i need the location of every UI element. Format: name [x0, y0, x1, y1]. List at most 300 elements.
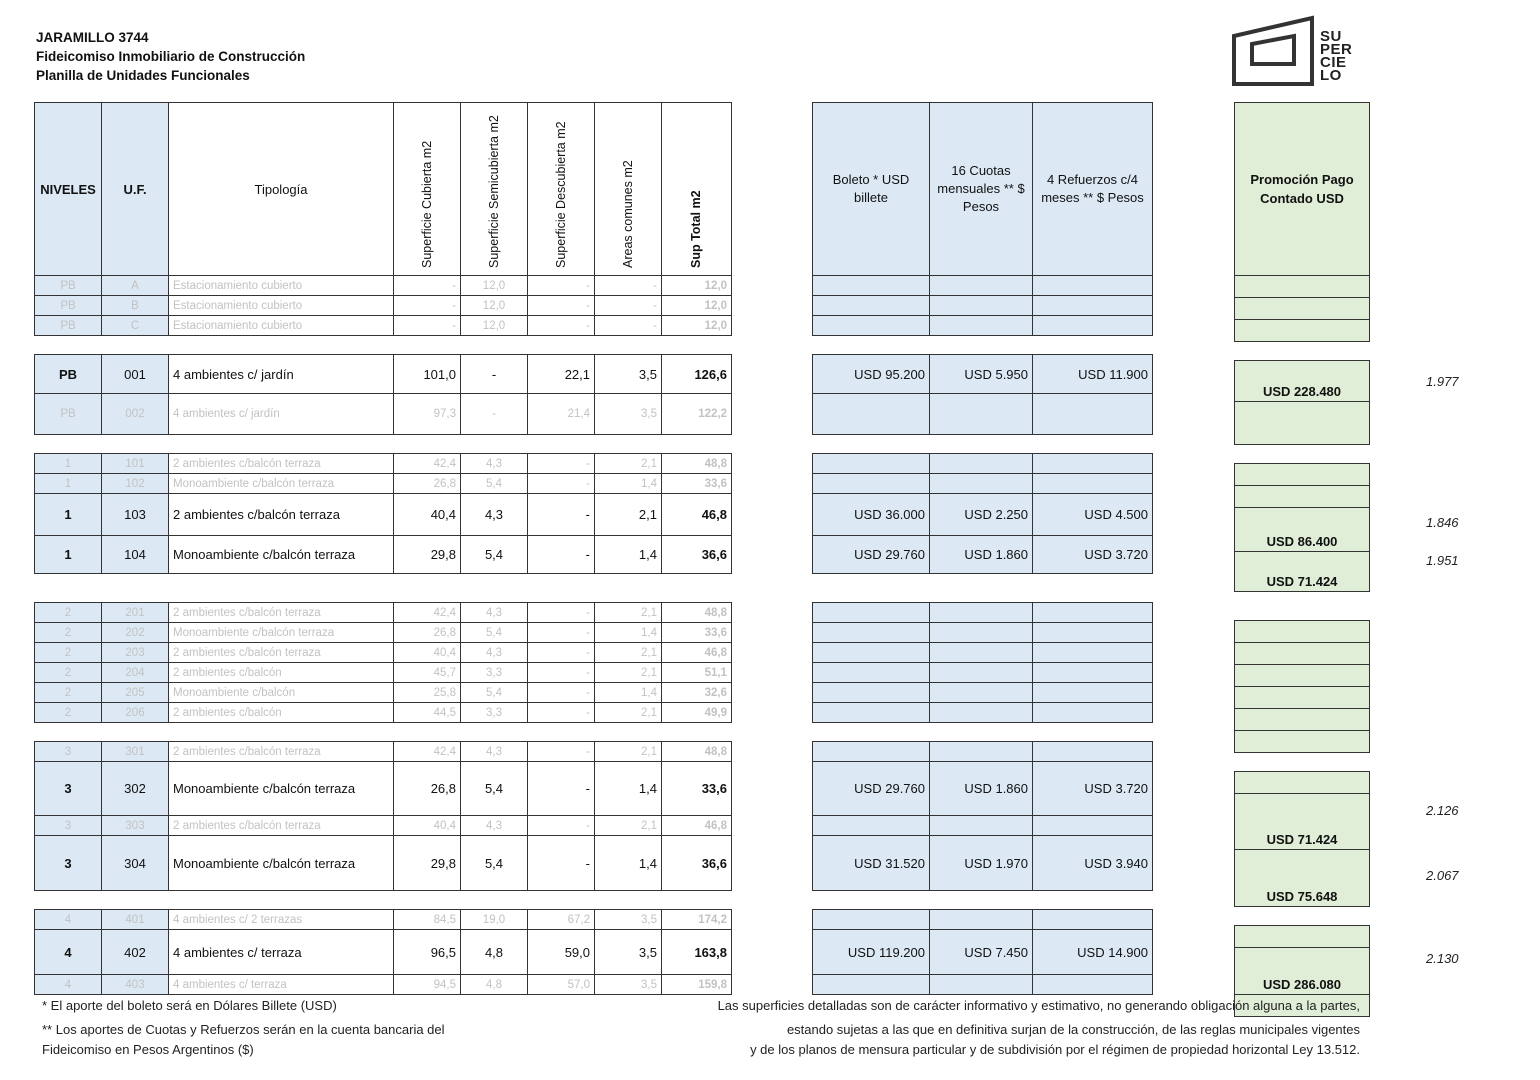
cell-refuerzos: [1033, 663, 1153, 683]
cell-cub: 29,8: [394, 836, 461, 891]
cell-cuotas: [930, 394, 1033, 435]
cell-desc: -: [528, 494, 595, 536]
cell-refuerzos: [1033, 703, 1153, 723]
cell-uf: 002: [102, 394, 169, 435]
note-cuotas: ** Los aportes de Cuotas y Refuerzos serán en la cuenta bancaria del: [42, 1022, 445, 1037]
cell-desc: -: [528, 623, 595, 643]
cell-total: 12,0: [662, 316, 732, 336]
col-uf: U.F.: [102, 103, 169, 276]
promo-row: [1235, 276, 1370, 298]
trust-name: Fideicomiso Inmobiliario de Construcción: [36, 49, 306, 64]
cell-semi: 5,4: [461, 836, 528, 891]
cell-tipologia: 2 ambientes c/balcón terraza: [169, 454, 394, 474]
cell-cuotas: [930, 603, 1033, 623]
col-tipologia: Tipología: [169, 103, 394, 276]
notes-right: [718, 996, 1360, 1060]
payment-row: [813, 603, 1153, 623]
cell-uf: 205: [102, 683, 169, 703]
cell-tipologia: Monoambiente c/balcón terraza: [169, 536, 394, 574]
col-boleto: Boleto * USD billete: [813, 103, 930, 276]
cell-total: 12,0: [662, 276, 732, 296]
cell-areas: -: [595, 296, 662, 316]
col-cubierta: [394, 103, 461, 276]
cell-refuerzos: USD 3.940: [1033, 836, 1153, 891]
cell-nivel: 3: [35, 836, 102, 891]
payment-row: [813, 816, 1153, 836]
cell-semi: 5,4: [461, 683, 528, 703]
promo-row: [1235, 621, 1370, 643]
note-superficies-cont: estando sujetas a las que en definitiva surjan de la construcción, de las reglas municipales vigentes: [786, 1022, 1360, 1037]
unit-row: [35, 474, 732, 494]
cell-areas: 1,4: [595, 536, 662, 574]
payment-row: [813, 762, 1153, 816]
payment-row: [813, 742, 1153, 762]
cell-desc: 21,4: [528, 394, 595, 435]
cell-promocion: USD 86.400: [1235, 508, 1370, 552]
unit-row: [35, 623, 732, 643]
cell-areas: 2,1: [595, 663, 662, 683]
cell-promocion: [1235, 402, 1370, 445]
promo-row: [1235, 402, 1370, 445]
cell-tipologia: 2 ambientes c/balcón terraza: [169, 603, 394, 623]
cell-boleto: [813, 296, 930, 316]
cell-tipologia: 4 ambientes c/ jardín: [169, 355, 394, 394]
cell-refuerzos: USD 11.900: [1033, 355, 1153, 394]
cell-refuerzos: USD 3.720: [1033, 762, 1153, 816]
unit-row: [35, 663, 732, 683]
cell-tipologia: 4 ambientes c/ terraza: [169, 930, 394, 975]
logo-line: CIE: [1320, 54, 1347, 71]
cell-promocion: [1235, 464, 1370, 486]
cell-uf: 302: [102, 762, 169, 816]
cell-cub: 26,8: [394, 762, 461, 816]
cell-cub: 42,4: [394, 454, 461, 474]
unit-row: [35, 762, 732, 816]
cell-semi: 4,3: [461, 603, 528, 623]
cell-uf: 204: [102, 663, 169, 683]
cell-semi: 4,8: [461, 975, 528, 995]
cell-tipologia: 2 ambientes c/balcón terraza: [169, 816, 394, 836]
cell-cuotas: [930, 276, 1033, 296]
cell-refuerzos: [1033, 454, 1153, 474]
cell-cuotas: [930, 316, 1033, 336]
note-superficies-end: y de los planos de mensura particular y de subdivisión por el régimen de propiedad horizontal Ley 13.512.: [750, 1042, 1360, 1057]
cell-cuotas: USD 5.950: [930, 355, 1033, 394]
cell-uf: 103: [102, 494, 169, 536]
cell-refuerzos: [1033, 316, 1153, 336]
cell-desc: -: [528, 663, 595, 683]
logo-line: LO: [1320, 67, 1342, 84]
cell-refuerzos: [1033, 276, 1153, 296]
promo-row: [1235, 926, 1370, 948]
payment-row: [813, 683, 1153, 703]
cell-desc: -: [528, 536, 595, 574]
cell-uf: A: [102, 276, 169, 296]
cell-total: 12,0: [662, 296, 732, 316]
project-name: JARAMILLO 3744: [36, 30, 149, 45]
cell-nivel: 3: [35, 742, 102, 762]
cell-tipologia: Monoambiente c/balcón terraza: [169, 623, 394, 643]
col-areas: [595, 103, 662, 276]
promo-row: [1235, 850, 1370, 907]
col-cuotas: 16 Cuotas mensuales ** $ Pesos: [930, 103, 1033, 276]
cell-cub: 42,4: [394, 742, 461, 762]
cell-total: 32,6: [662, 683, 732, 703]
cell-cuotas: [930, 663, 1033, 683]
cell-total: 159,8: [662, 975, 732, 995]
cell-nivel: 2: [35, 603, 102, 623]
cell-boleto: [813, 454, 930, 474]
cell-nivel: 4: [35, 975, 102, 995]
cell-areas: 2,1: [595, 603, 662, 623]
cell-cub: 101,0: [394, 355, 461, 394]
note-superficies: Las superficies detalladas son de carácter informativo y estimativo, no generando obligación alguna a la partes,: [717, 998, 1360, 1013]
cell-uf: 403: [102, 975, 169, 995]
cell-boleto: [813, 643, 930, 663]
cell-total: 48,8: [662, 454, 732, 474]
cell-tipologia: 4 ambientes c/ jardín: [169, 394, 394, 435]
unit-row: [35, 975, 732, 995]
cell-nivel: 1: [35, 474, 102, 494]
promo-row: [1235, 687, 1370, 709]
cell-cuotas: [930, 910, 1033, 930]
cell-boleto: [813, 276, 930, 296]
cell-total: 48,8: [662, 742, 732, 762]
cell-uf: 301: [102, 742, 169, 762]
cell-boleto: [813, 623, 930, 643]
cell-promocion: [1235, 276, 1370, 298]
cell-tipologia: Estacionamiento cubierto: [169, 276, 394, 296]
cell-uf: 206: [102, 703, 169, 723]
unit-row: [35, 683, 732, 703]
col-cubierta-label: Superficie Cubierta m2: [419, 140, 434, 268]
cell-nivel: 1: [35, 494, 102, 536]
side-value: 1.951: [1426, 553, 1459, 568]
promo-row: [1235, 643, 1370, 665]
cell-desc: -: [528, 742, 595, 762]
promo-row: [1235, 486, 1370, 508]
cell-semi: 12,0: [461, 276, 528, 296]
cell-nivel: PB: [35, 316, 102, 336]
promo-row: [1235, 298, 1370, 320]
cell-desc: -: [528, 703, 595, 723]
unit-row: [35, 536, 732, 574]
cell-total: 33,6: [662, 623, 732, 643]
cell-semi: -: [461, 355, 528, 394]
cell-refuerzos: USD 4.500: [1033, 494, 1153, 536]
cell-desc: -: [528, 276, 595, 296]
document-header: [36, 28, 305, 85]
cell-boleto: [813, 742, 930, 762]
cell-total: 36,6: [662, 836, 732, 891]
cell-cub: 96,5: [394, 930, 461, 975]
cell-nivel: PB: [35, 276, 102, 296]
cell-boleto: [813, 603, 930, 623]
cell-cuotas: USD 1.860: [930, 536, 1033, 574]
cell-promocion: USD 286.080: [1235, 948, 1370, 995]
notes-left: [42, 996, 445, 1060]
col-descubierta-label: Superficie Descubierta m2: [553, 120, 568, 268]
cell-uf: 401: [102, 910, 169, 930]
cell-uf: 104: [102, 536, 169, 574]
cell-semi: 12,0: [461, 296, 528, 316]
unit-row: [35, 643, 732, 663]
cell-boleto: [813, 663, 930, 683]
cell-cub: 26,8: [394, 474, 461, 494]
cell-promocion: USD 75.648: [1235, 850, 1370, 907]
side-value: 1.977: [1426, 374, 1459, 389]
cell-total: 46,8: [662, 494, 732, 536]
payments-table: [812, 102, 1153, 995]
cell-cuotas: [930, 474, 1033, 494]
cell-areas: -: [595, 316, 662, 336]
cell-desc: -: [528, 474, 595, 494]
cell-desc: -: [528, 603, 595, 623]
payment-row: [813, 703, 1153, 723]
unit-row: [35, 910, 732, 930]
payment-row: [813, 276, 1153, 296]
cell-refuerzos: [1033, 643, 1153, 663]
cell-nivel: 2: [35, 623, 102, 643]
cell-desc: -: [528, 762, 595, 816]
cell-tipologia: 2 ambientes c/balcón: [169, 663, 394, 683]
promo-row: [1235, 508, 1370, 552]
cell-tipologia: 4 ambientes c/ terraza: [169, 975, 394, 995]
promo-table: [1234, 102, 1370, 1017]
cell-nivel: PB: [35, 355, 102, 394]
cell-semi: 4,3: [461, 494, 528, 536]
promo-row: [1235, 709, 1370, 731]
cell-promocion: [1235, 926, 1370, 948]
cell-promocion: USD 228.480: [1235, 361, 1370, 402]
cell-uf: 201: [102, 603, 169, 623]
promo-row: [1235, 361, 1370, 402]
payment-row: [813, 494, 1153, 536]
logo-line: PER: [1320, 41, 1353, 58]
cell-nivel: 2: [35, 643, 102, 663]
unit-row: [35, 316, 732, 336]
cell-cuotas: USD 7.450: [930, 930, 1033, 975]
cell-promocion: [1235, 486, 1370, 508]
cell-cub: -: [394, 296, 461, 316]
cell-promocion: [1235, 621, 1370, 643]
cell-cub: -: [394, 316, 461, 336]
cell-cub: 84,5: [394, 910, 461, 930]
cell-refuerzos: USD 14.900: [1033, 930, 1153, 975]
unit-row: [35, 816, 732, 836]
cell-cub: 44,5: [394, 703, 461, 723]
cell-uf: 101: [102, 454, 169, 474]
cell-areas: 1,4: [595, 474, 662, 494]
cell-areas: 2,1: [595, 742, 662, 762]
cell-cub: 40,4: [394, 816, 461, 836]
cell-semi: 4,3: [461, 816, 528, 836]
cell-areas: 3,5: [595, 930, 662, 975]
cell-boleto: [813, 703, 930, 723]
unit-row: [35, 836, 732, 891]
cell-uf: 102: [102, 474, 169, 494]
cell-cub: 26,8: [394, 623, 461, 643]
cell-refuerzos: [1033, 603, 1153, 623]
cell-cuotas: [930, 975, 1033, 995]
cell-cub: 94,5: [394, 975, 461, 995]
cell-desc: -: [528, 296, 595, 316]
payment-row: [813, 296, 1153, 316]
cell-areas: 3,5: [595, 355, 662, 394]
cell-total: 49,9: [662, 703, 732, 723]
cell-refuerzos: [1033, 683, 1153, 703]
units-table: [34, 102, 732, 995]
cell-tipologia: Monoambiente c/balcón terraza: [169, 762, 394, 816]
unit-row: [35, 355, 732, 394]
cell-uf: 202: [102, 623, 169, 643]
cell-desc: 59,0: [528, 930, 595, 975]
promo-row: [1235, 665, 1370, 687]
cell-cuotas: [930, 683, 1033, 703]
cell-nivel: 1: [35, 536, 102, 574]
cell-boleto: [813, 910, 930, 930]
cell-uf: 304: [102, 836, 169, 891]
cell-total: 33,6: [662, 474, 732, 494]
cell-desc: -: [528, 316, 595, 336]
col-refuerzos: 4 Refuerzos c/4 meses ** $ Pesos: [1033, 103, 1153, 276]
payment-row: [813, 316, 1153, 336]
col-sup-total-label: Sup Total m2: [689, 189, 703, 268]
cell-total: 36,6: [662, 536, 732, 574]
cell-total: 33,6: [662, 762, 732, 816]
cell-cub: -: [394, 276, 461, 296]
cell-total: 122,2: [662, 394, 732, 435]
cell-tipologia: Estacionamiento cubierto: [169, 316, 394, 336]
cell-areas: 3,5: [595, 394, 662, 435]
cell-semi: 12,0: [461, 316, 528, 336]
cell-nivel: PB: [35, 394, 102, 435]
cell-boleto: USD 31.520: [813, 836, 930, 891]
cell-cub: 25,8: [394, 683, 461, 703]
cell-desc: 67,2: [528, 910, 595, 930]
cell-tipologia: 2 ambientes c/balcón terraza: [169, 643, 394, 663]
cell-uf: 001: [102, 355, 169, 394]
unit-row: [35, 394, 732, 435]
cell-cuotas: USD 2.250: [930, 494, 1033, 536]
promo-row: [1235, 948, 1370, 995]
cell-nivel: 3: [35, 762, 102, 816]
payment-row: [813, 975, 1153, 995]
cell-desc: -: [528, 683, 595, 703]
cell-uf: B: [102, 296, 169, 316]
cell-tipologia: 2 ambientes c/balcón terraza: [169, 742, 394, 762]
promo-row: [1235, 320, 1370, 342]
unit-row: [35, 276, 732, 296]
superficielo-logo-icon: [1230, 14, 1380, 90]
cell-nivel: 3: [35, 816, 102, 836]
cell-refuerzos: [1033, 623, 1153, 643]
cell-cub: 97,3: [394, 394, 461, 435]
cell-uf: 402: [102, 930, 169, 975]
cell-boleto: [813, 474, 930, 494]
cell-areas: 3,5: [595, 975, 662, 995]
cell-cuotas: [930, 816, 1033, 836]
cell-semi: 3,3: [461, 663, 528, 683]
cell-tipologia: Monoambiente c/balcón terraza: [169, 474, 394, 494]
cell-areas: 2,1: [595, 494, 662, 536]
cell-boleto: USD 29.760: [813, 536, 930, 574]
cell-promocion: [1235, 731, 1370, 753]
cell-boleto: USD 95.200: [813, 355, 930, 394]
payment-row: [813, 836, 1153, 891]
cell-promocion: [1235, 298, 1370, 320]
cell-promocion: [1235, 320, 1370, 342]
cell-total: 163,8: [662, 930, 732, 975]
unit-row: [35, 603, 732, 623]
cell-total: 48,8: [662, 603, 732, 623]
cell-uf: C: [102, 316, 169, 336]
sheet-title: Planilla de Unidades Funcionales: [36, 68, 250, 83]
cell-promocion: USD 71.424: [1235, 794, 1370, 850]
cell-refuerzos: [1033, 742, 1153, 762]
cell-uf: 303: [102, 816, 169, 836]
cell-desc: -: [528, 816, 595, 836]
cell-cub: 40,4: [394, 494, 461, 536]
cell-boleto: USD 36.000: [813, 494, 930, 536]
side-value: 2.130: [1426, 951, 1459, 966]
cell-desc: 22,1: [528, 355, 595, 394]
cell-total: 46,8: [662, 816, 732, 836]
cell-tipologia: Monoambiente c/balcón terraza: [169, 836, 394, 891]
promo-row: [1235, 552, 1370, 592]
side-value: 1.846: [1426, 515, 1459, 530]
cell-areas: -: [595, 276, 662, 296]
cell-cub: 40,4: [394, 643, 461, 663]
payment-row: [813, 910, 1153, 930]
cell-tipologia: 2 ambientes c/balcón: [169, 703, 394, 723]
cell-refuerzos: USD 3.720: [1033, 536, 1153, 574]
cell-boleto: [813, 683, 930, 703]
cell-cub: 42,4: [394, 603, 461, 623]
unit-row: [35, 742, 732, 762]
cell-boleto: [813, 816, 930, 836]
cell-areas: 2,1: [595, 643, 662, 663]
cell-boleto: [813, 394, 930, 435]
side-value: 2.126: [1426, 803, 1459, 818]
cell-nivel: 4: [35, 930, 102, 975]
cell-tipologia: 4 ambientes c/ 2 terrazas: [169, 910, 394, 930]
unit-row: [35, 930, 732, 975]
cell-areas: 1,4: [595, 623, 662, 643]
col-semicubierta: [461, 103, 528, 276]
col-sup-total: [662, 103, 732, 276]
promo-row: [1235, 772, 1370, 794]
payment-row: [813, 474, 1153, 494]
cell-semi: 3,3: [461, 703, 528, 723]
cell-semi: 5,4: [461, 623, 528, 643]
cell-semi: 4,3: [461, 454, 528, 474]
cell-cub: 45,7: [394, 663, 461, 683]
cell-cub: 29,8: [394, 536, 461, 574]
cell-refuerzos: [1033, 910, 1153, 930]
cell-boleto: [813, 975, 930, 995]
cell-areas: 1,4: [595, 836, 662, 891]
payment-row: [813, 454, 1153, 474]
cell-boleto: USD 119.200: [813, 930, 930, 975]
cell-refuerzos: [1033, 975, 1153, 995]
note-boleto: * El aporte del boleto será en Dólares Billete (USD): [42, 998, 337, 1013]
logo-wordmark: [1320, 30, 1352, 82]
cell-nivel: 4: [35, 910, 102, 930]
cell-promocion: [1235, 772, 1370, 794]
cell-areas: 1,4: [595, 762, 662, 816]
col-descubierta: [528, 103, 595, 276]
